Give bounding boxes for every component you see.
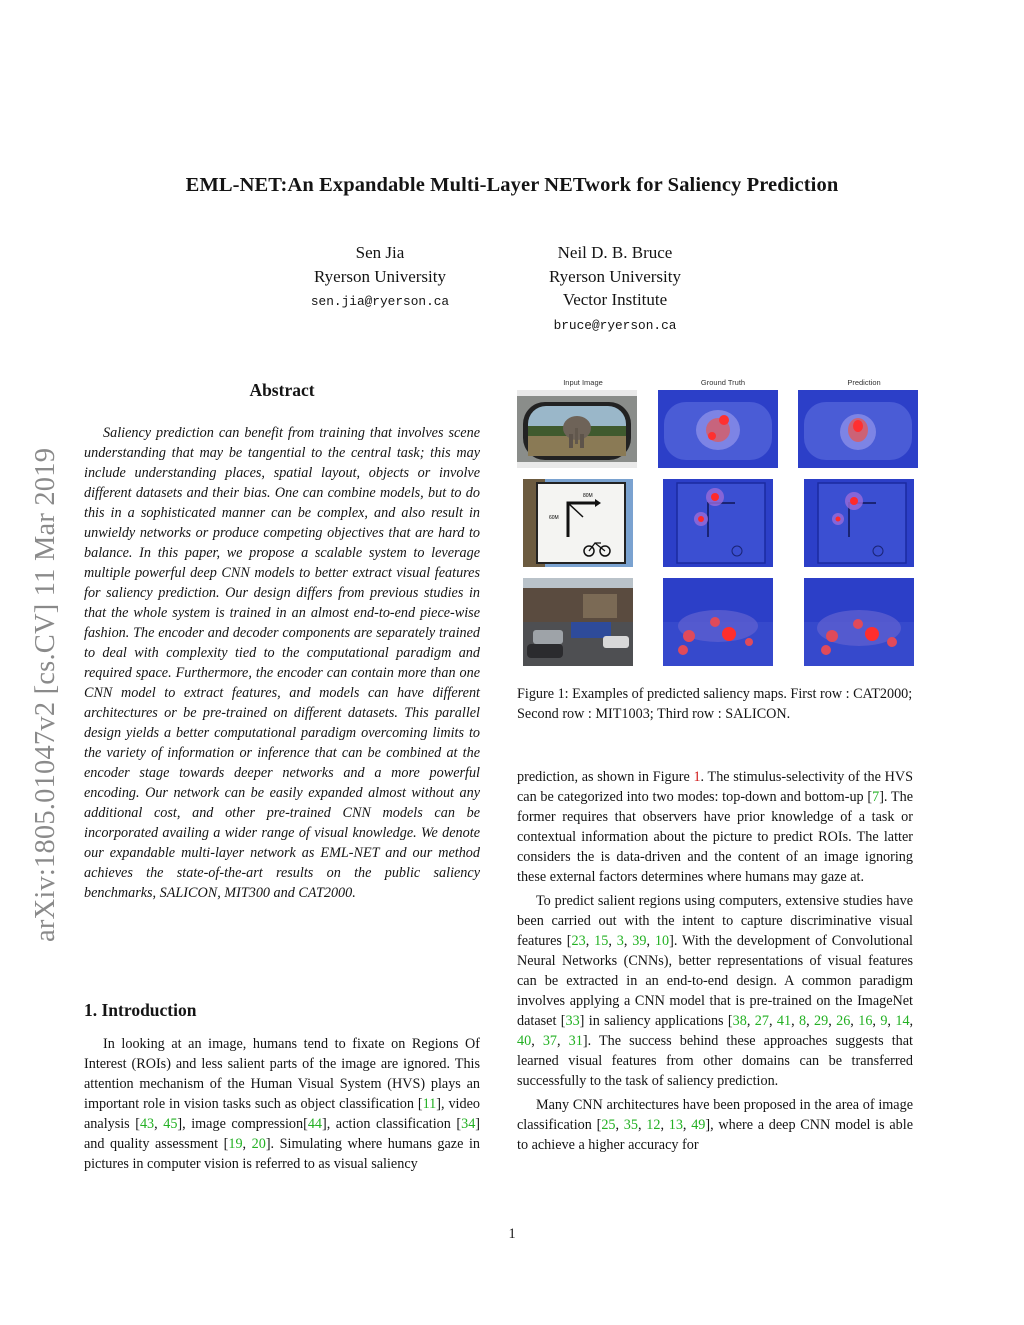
citation-link[interactable]: 7 (872, 789, 880, 805)
citation-link[interactable]: 35 (623, 1117, 638, 1133)
citation-link[interactable]: 12 (646, 1117, 661, 1133)
input-image-sign (523, 479, 633, 567)
sign-label: 80M (583, 493, 593, 499)
author-affiliation-2: Vector Institute (562, 290, 668, 309)
citation-link[interactable]: 27 (754, 1013, 769, 1029)
section-heading: 1. Introduction (84, 1000, 197, 1020)
right-column-text (517, 767, 913, 1159)
citation-link[interactable]: 20 (251, 1136, 266, 1152)
citation-link[interactable]: 33 (565, 1013, 580, 1029)
author-2 (520, 241, 710, 336)
citation-link[interactable]: 40 (517, 1033, 532, 1049)
figure-1 (517, 378, 917, 668)
input-image-mirror (517, 390, 637, 468)
citation-link[interactable]: 16 (858, 1013, 873, 1029)
page-number: 1 (508, 1226, 516, 1242)
arxiv-stamp: arXiv:1805.01047v2 [cs.CV] 11 Mar 2019 (30, 447, 61, 942)
abstract-heading: Abstract (249, 380, 315, 400)
citation-link[interactable]: 10 (654, 933, 670, 949)
citation-link[interactable]: 15 (594, 933, 609, 949)
citation-link[interactable]: 39 (632, 933, 647, 949)
author-email[interactable]: sen.jia@ryerson.ca (310, 294, 450, 309)
ground-truth-mirror (658, 390, 778, 468)
column-header: Ground Truth (700, 378, 746, 387)
paper-title: EML-NET:An Expandable Multi-Layer NETwork for Saliency Prediction (185, 174, 839, 196)
abstract-text: Saliency prediction can benefit from training that involves scene understanding that may be tangential to the central task; this may include understanding places, spatial layout, objects or involve different datasets and their bias. One can combine models, but to do this in a sophisticated manner can be complex, and also result in unwieldy networks or produce competing objectives that are hard to balance. In this paper, we propose a scalable system to leverage multiple powerful deep CNN models to better extract visual features for saliency prediction. Our design differs from previous studies in that the whole system is trained in an almost end-to-end piece-wise fashion. The encoder and decoder components are separately trained to deal with complexity tied to the computational paradigm and required space. Furthermore, the encoder can contain more than one CNN model to extract features, and models can have different architectures or be pre-trained on different datasets. This parallel design yields a better computational paradigm overcoming limits to the variety of information or inference that can be combined at the encoder stage towards deeper networks and a more powerful encoding. Our network can be easily expanded almost without any additional cost, and other pre-trained CNN models can be incorporated availing a wider range of visual knowledge. We denote our expandable multi-layer network as EML-NET and our method achieves the state-of-the-art results on the public saliency benchmarks, SALICON, MIT300 and CAT2000. (84, 425, 480, 901)
citation-link[interactable]: 19 (228, 1136, 243, 1152)
citation-link[interactable]: 38 (732, 1013, 747, 1029)
author-affiliation: Ryerson University (314, 266, 446, 286)
author-email[interactable]: bruce@ryerson.ca (553, 317, 677, 333)
citation-link[interactable]: 41 (776, 1013, 792, 1029)
citation-link[interactable]: 13 (668, 1117, 683, 1133)
author-1 (290, 241, 470, 312)
ground-truth-street (663, 578, 773, 666)
body-paragraph: To predict salient regions using computers, extensive studies have been carried out with the intent to capture discriminative visual features [23, 15, 3, 39, 10]. With the development of Convolutional Neural Networks (CNNs), better representations of visual features can be extracted in an end-to-end design. A common paradigm involves applying a CNN model that is pre-trained on the ImageNet dataset [33] in saliency applications [38, 27, 41, 8, 29, 26, 16, 9, 14, 40, 37, 31]. The success behind these approaches suggests that learned visual features from other domains can be transferred successfully to the task of saliency prediction. (517, 893, 914, 1089)
figure-caption: Figure 1: Examples of predicted saliency maps. First row : CAT2000; Second row : MIT1003; Third row : SALICON. (517, 686, 913, 722)
citation-link[interactable]: 43 (139, 1116, 155, 1132)
prediction-street (804, 578, 914, 666)
citation-link[interactable]: 8 (798, 1013, 807, 1029)
intro-paragraph: In looking at an image, humans tend to fixate on Regions Of Interest (ROIs) and less salient parts of the image are ignored. This attention mechanism of the Human Visual System (HVS) plays an important role in vision tasks such as object classification [11], video analysis [43, 45], image compression[44], action classification [34] and quality assessment [19, 20]. Simulating where humans gaze in pictures in computer vision is referred to as visual saliency (84, 1036, 481, 1172)
citation-link[interactable]: 14 (895, 1013, 910, 1029)
column-header: Input Image (563, 378, 603, 387)
author-name: Neil D. B. Bruce (557, 243, 673, 262)
citation-link[interactable]: 11 (422, 1096, 437, 1112)
sign-label: 60M (549, 515, 559, 521)
prediction-sign (804, 479, 914, 567)
column-header: Prediction (847, 378, 881, 387)
citation-link[interactable]: 26 (836, 1013, 851, 1029)
ground-truth-sign (663, 479, 773, 567)
citation-link[interactable]: 49 (691, 1117, 706, 1133)
prediction-mirror (798, 390, 918, 468)
citation-link[interactable]: 34 (461, 1116, 476, 1132)
citation-link[interactable]: 45 (163, 1116, 178, 1132)
author-affiliation: Ryerson University (549, 266, 681, 286)
citation-link[interactable]: 9 (880, 1013, 888, 1029)
citation-link[interactable]: 44 (307, 1116, 323, 1132)
body-paragraph: Many CNN architectures have been proposed in the area of image classification [25, 35, 12, 13, 49], where a deep CNN model is able to achieve a higher accuracy for (517, 1097, 914, 1153)
body-paragraph: prediction, as shown in Figure 1. The stimulus-selectivity of the HVS can be categorized into two modes: top-down and bottom-up [7]. The former requires that observers have prior knowledge of a task or contextual information about the picture to predict ROIs. The latter considers the is data-driven and the content of an image ignoring these external factors determines where humans may gaze at. (517, 769, 913, 885)
citation-link[interactable]: 23 (571, 933, 586, 949)
citation-link[interactable]: 25 (601, 1117, 616, 1133)
input-image-street (523, 578, 633, 666)
citation-link[interactable]: 31 (568, 1033, 583, 1049)
figure-reference-link[interactable]: 1 (693, 769, 701, 785)
citation-link[interactable]: 37 (542, 1033, 558, 1049)
citation-link[interactable]: 3 (616, 933, 624, 949)
author-name: Sen Jia (355, 243, 405, 262)
citation-link[interactable]: 29 (814, 1013, 829, 1029)
